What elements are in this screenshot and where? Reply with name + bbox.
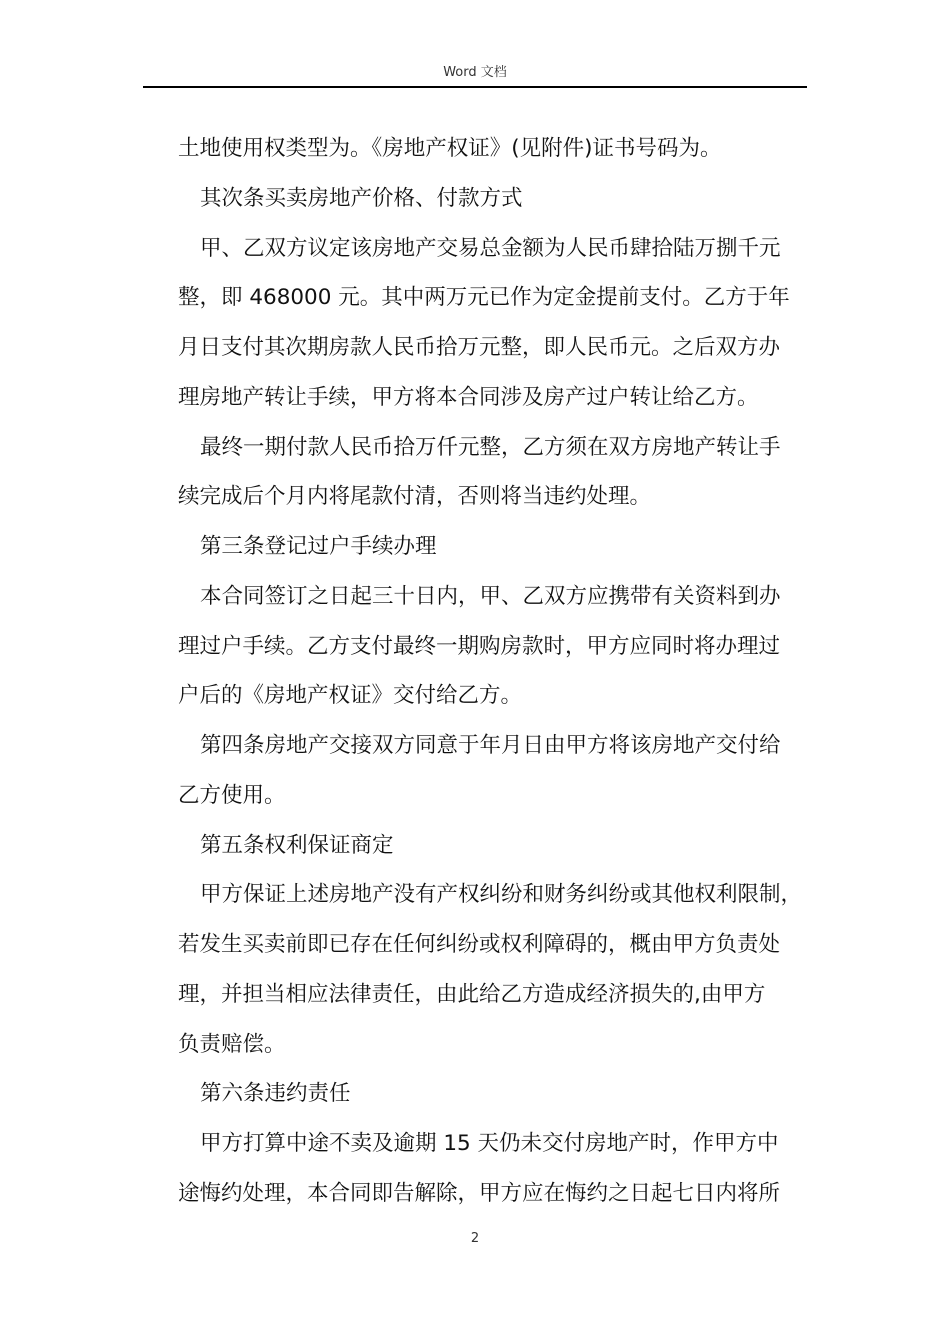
text-line: 本合同签订之日起三十日内，甲、乙双方应携带有关资料到办 <box>200 583 781 609</box>
section-heading: 第三条登记过户手续办理 <box>200 534 437 559</box>
text-line: 最终一期付款人民币拾万仟元整，乙方须在双方房地产转让手 <box>200 434 781 460</box>
text-line: 乙方使用。 <box>178 782 286 808</box>
text-line: 月日支付其次期房款人民币拾万元整，即人民币元。之后双方办 <box>178 335 781 360</box>
section-heading: 第五条权利保证商定 <box>200 832 394 858</box>
text-line: 甲、乙双方议定该房地产交易总金额为人民币肆拾陆万捌千元 <box>200 235 781 261</box>
text-line: 甲方打算中途不卖及逾期 15 天仍未交付房地产时，作甲方中 <box>200 1131 779 1156</box>
section-heading: 其次条买卖房地产价格、付款方式 <box>200 185 523 211</box>
text-line: 理过户手续。乙方支付最终一期购房款时，甲方应同时将办理过 <box>178 633 781 659</box>
page-number: 2 <box>470 1231 480 1246</box>
text-line: 土地使用权类型为。《房地产权证》(见附件)证书号码为。 <box>178 136 722 161</box>
text-line: 理房地产转让手续，甲方将本合同涉及房产过户转让给乙方。 <box>178 384 759 410</box>
page-header: Word 文档 <box>443 65 507 80</box>
section-heading: 第四条房地产交接双方同意于年月日由甲方将该房地产交付给 <box>200 733 781 758</box>
text-line: 负责赔偿。 <box>178 1031 286 1057</box>
text-line: 整，即 468000 元。其中两万元已作为定金提前支付。乙方于年 <box>178 285 790 311</box>
document-body <box>178 124 818 1219</box>
text-line: 理，并担当相应法律责任，由此给乙方造成经济损失的,由甲方 <box>178 981 766 1007</box>
text-line: 途悔约处理，本合同即告解除，甲方应在悔约之日起七日内将所 <box>178 1180 781 1206</box>
header-rule <box>143 86 807 88</box>
section-heading: 第六条违约责任 <box>200 1081 351 1107</box>
text-line: 续完成后个月内将尾款付清，否则将当违约处理。 <box>178 484 652 510</box>
text-line: 若发生买卖前即已存在任何纠纷或权利障碍的，概由甲方负责处 <box>178 932 781 957</box>
text-line: 户后的《房地产权证》交付给乙方。 <box>178 683 523 709</box>
text-line: 甲方保证上述房地产没有产权纠纷和财务纠纷或其他权利限制， <box>200 882 803 908</box>
